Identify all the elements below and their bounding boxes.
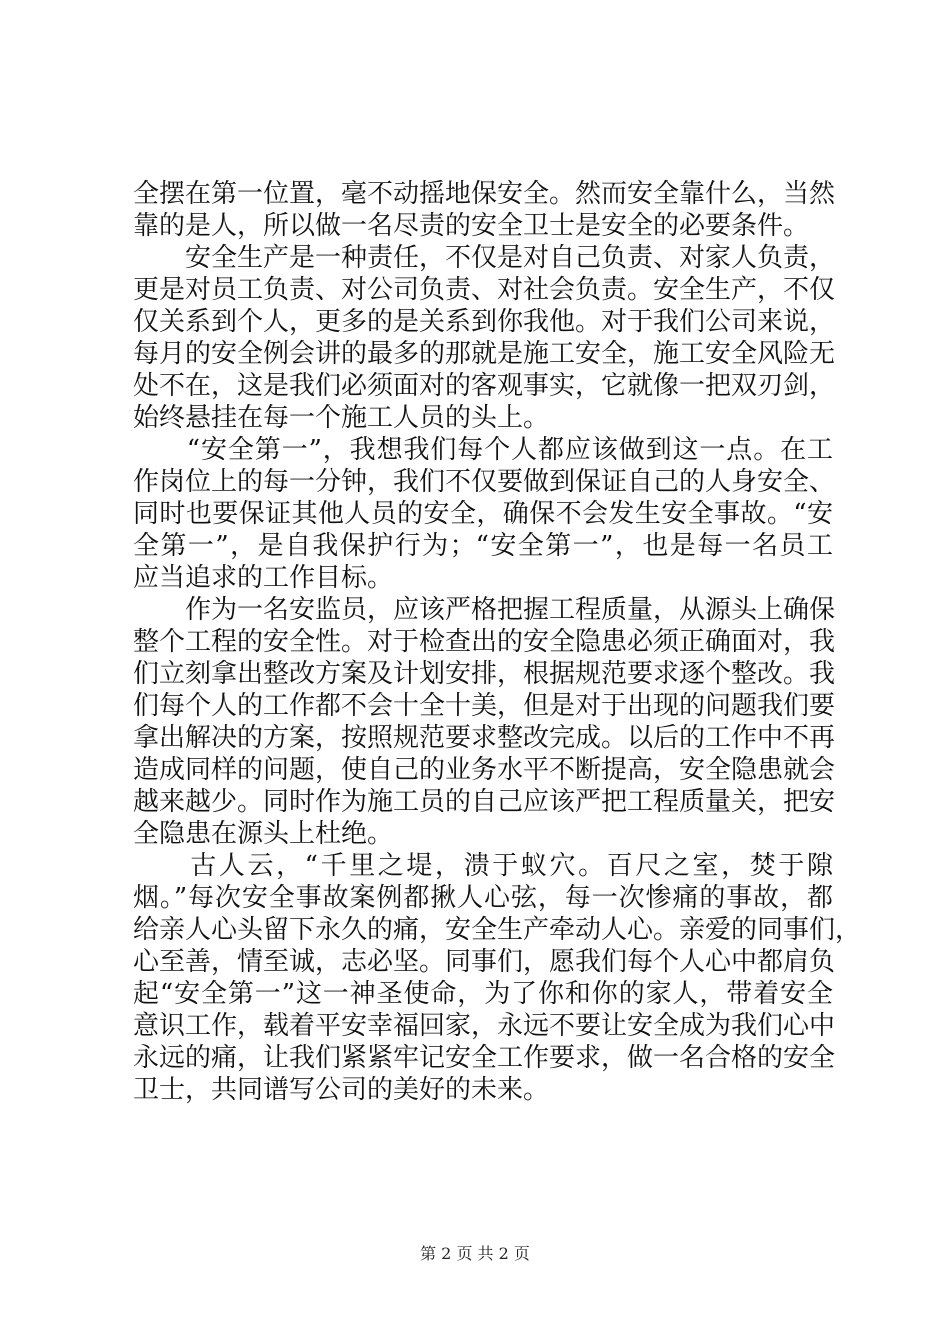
text-line: 永远的痛，让我们紧紧牢记安全工作要求，做一名合格的安全 xyxy=(133,1043,836,1073)
text-line: 同时也要保证其他人员的安全，确保不会发生安全事故。“安 xyxy=(133,499,833,529)
text-line: 每月的安全例会讲的最多的那就是施工安全，施工安全风险无 xyxy=(133,339,836,369)
text-line: 全隐患在源头上杜绝。 xyxy=(133,819,394,849)
text-line: 全第一”，是自我保护行为；“安全第一”，也是每一名员工 xyxy=(133,531,833,561)
text-line: 拿出解决的方案，按照规范要求整改完成。以后的工作中不再 xyxy=(133,723,836,753)
text-line: 作为一名安监员，应该严格把握工程质量，从源头上确保 xyxy=(133,595,836,625)
page-footer: 第 2 页 共 2 页 xyxy=(420,1244,530,1263)
text-line: 造成同样的问题，使自己的业务水平不断提高，安全隐患就会 xyxy=(133,755,836,785)
text-line: 起“安全第一”这一神圣使命，为了你和你的家人，带着安全 xyxy=(133,979,833,1009)
text-line: 古人云，“千里之堤，溃于蚁穴。百尺之室，焚于隙 xyxy=(133,851,833,881)
text-line: 整个工程的安全性。对于检查出的安全隐患必须正确面对，我 xyxy=(133,627,836,657)
text-line: 心至善，情至诚，志必坚。同事们，愿我们每个人心中都肩负 xyxy=(133,947,836,977)
text-line: 全摆在第一位置，毫不动摇地保安全。然而安全靠什么，当然 xyxy=(133,179,836,209)
text-line: 作岗位上的每一分钟，我们不仅要做到保证自己的人身安全、 xyxy=(133,467,836,497)
text-line: 靠的是人，所以做一名尽责的安全卫士是安全的必要条件。 xyxy=(133,211,810,241)
text-line: 安全生产是一种责任，不仅是对自己负责、对家人负责， xyxy=(133,243,836,273)
text-line: 更是对员工负责、对公司负责、对社会负责。安全生产，不仅 xyxy=(133,275,836,305)
text-line: 卫士，共同谱写公司的美好的未来。 xyxy=(133,1075,550,1105)
text-line: 应当追求的工作目标。 xyxy=(133,563,394,593)
text-line: 仅关系到个人，更多的是关系到你我他。对于我们公司来说， xyxy=(133,307,836,337)
text-line: 烟。”每次安全事故案例都揪人心弦，每一次惨痛的事故，都 xyxy=(133,883,833,913)
text-line: 越来越少。同时作为施工员的自己应该严把工程质量关，把安 xyxy=(133,787,836,817)
text-line: 处不在，这是我们必须面对的客观事实，它就像一把双刃剑， xyxy=(133,371,836,401)
text-line: 始终悬挂在每一个施工人员的头上。 xyxy=(133,403,550,433)
text-line: 给亲人心头留下永久的痛，安全生产牵动人心。亲爱的同事们， xyxy=(133,915,862,945)
text-line: “安全第一”，我想我们每个人都应该做到这一点。在工 xyxy=(133,435,833,465)
text-line: 们立刻拿出整改方案及计划安排，根据规范要求逐个整改。我 xyxy=(133,659,836,689)
text-line: 意识工作，载着平安幸福回家，永远不要让安全成为我们心中 xyxy=(133,1011,836,1041)
text-line: 们每个人的工作都不会十全十美，但是对于出现的问题我们要 xyxy=(133,691,836,721)
